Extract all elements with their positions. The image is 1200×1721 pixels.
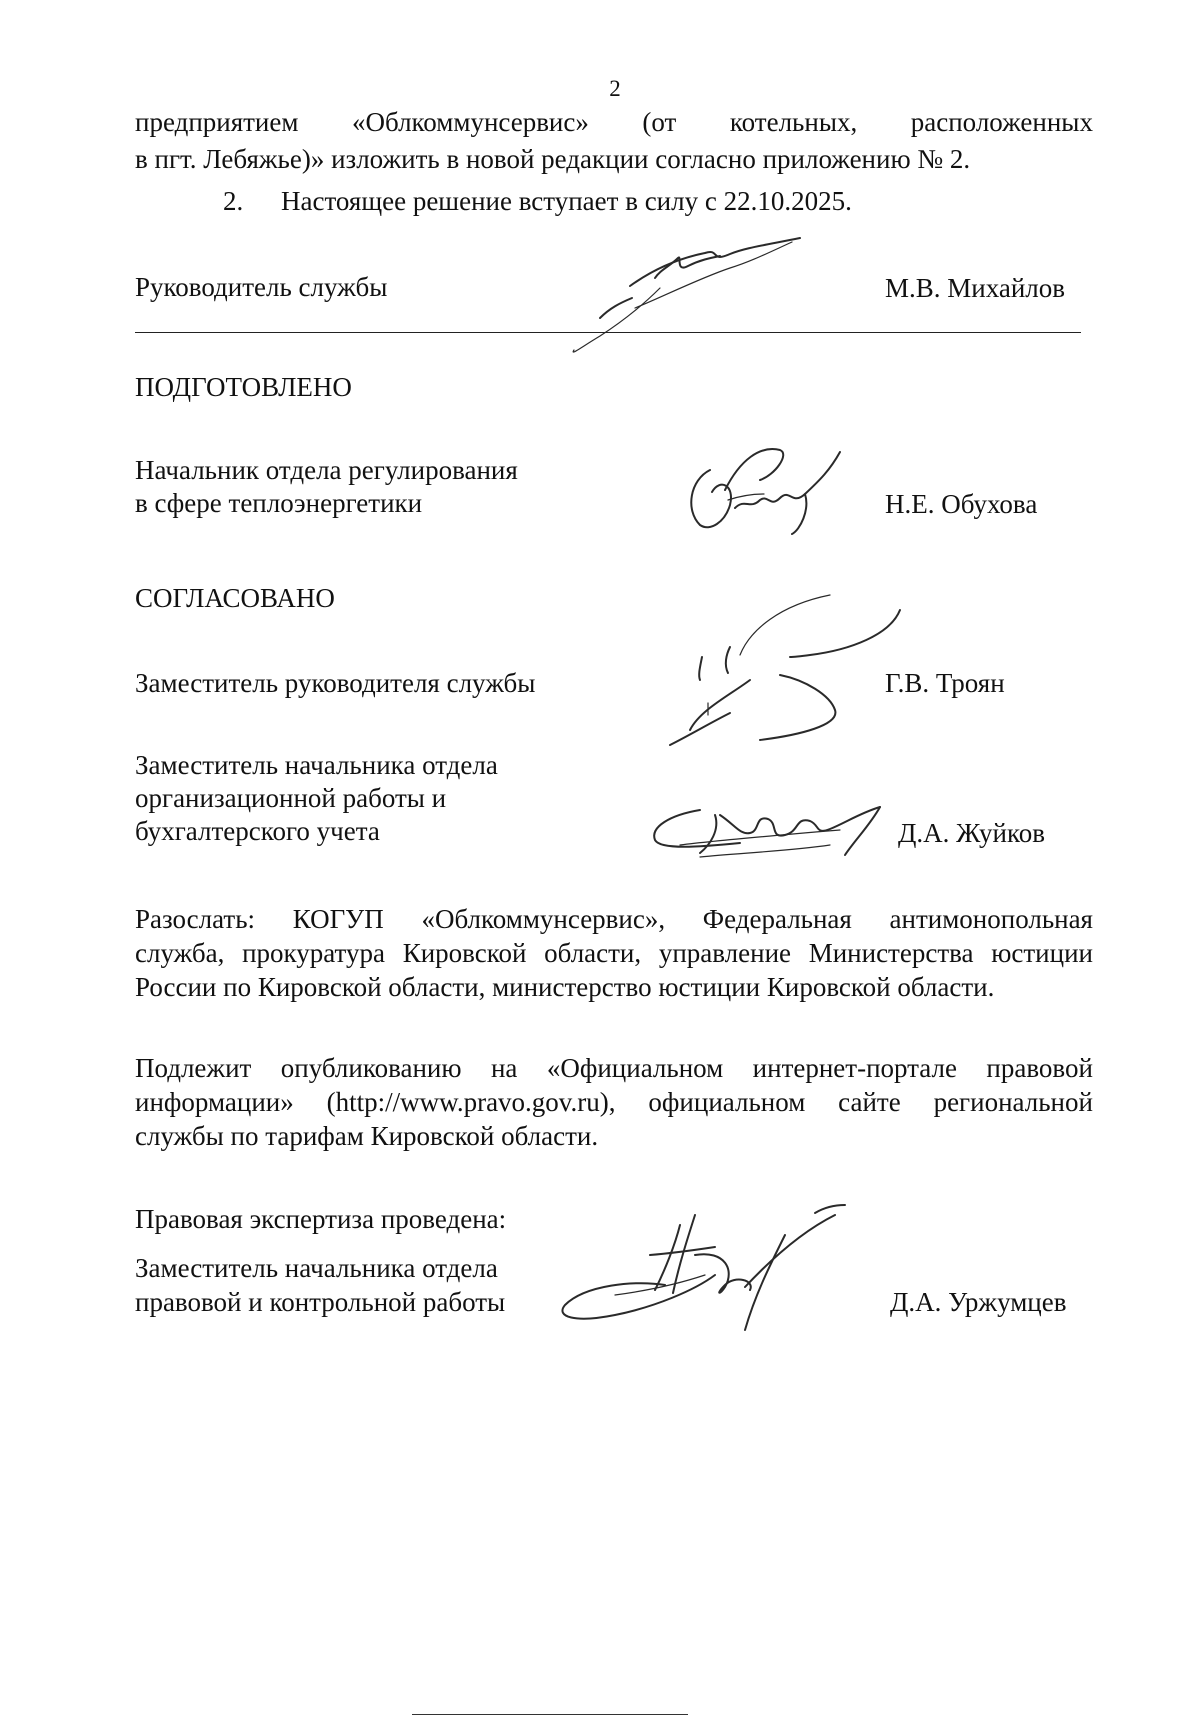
prepared-position-line-2: в сфере теплоэнергетики (135, 488, 423, 518)
deputy-head-name: Г.В. Троян (885, 668, 1005, 698)
word: Министерства (808, 938, 974, 968)
intro-line-2: в пгт. Лебяжье)» изложить в новой редакции согласно приложению № 2. (135, 144, 971, 174)
prepared-heading: ПОДГОТОВЛЕНО (135, 372, 352, 402)
word: (http://www.pravo.gov.ru), (326, 1087, 616, 1117)
intro-line-1 (135, 109, 1093, 136)
word: котельных, (729, 107, 858, 137)
signature-zhuikov (640, 795, 890, 865)
word: области, (544, 938, 642, 968)
word: «Официальном (546, 1053, 724, 1083)
word: информации» (135, 1087, 294, 1117)
deputy-chief-name: Д.А. Жуйков (898, 818, 1045, 848)
signature-obukhova (680, 430, 880, 540)
legal-review-heading: Правовая экспертиза проведена: (135, 1204, 507, 1234)
word: КОГУП (292, 904, 384, 934)
publication-line-1 (135, 1055, 1093, 1082)
distribution-line-2 (135, 940, 1093, 967)
word: Кировской (402, 938, 527, 968)
prepared-name: Н.Е. Обухова (885, 489, 1038, 519)
legal-review-position-line-2: правовой и контрольной работы (135, 1287, 506, 1317)
word: региональной (933, 1087, 1093, 1117)
distribution-line-3: России по Кировской области, министерство юстиции Кировской области. (135, 972, 995, 1002)
word: предприятием (135, 107, 299, 137)
agreed-heading: СОГЛАСОВАНО (135, 583, 335, 613)
item-text: Настоящее решение вступает в силу с 22.10.2025. (281, 186, 852, 216)
legal-review-position-line-1: Заместитель начальника отдела (135, 1253, 498, 1283)
publication-line-3: службы по тарифам Кировской области. (135, 1121, 599, 1151)
signature-troyan (630, 585, 900, 765)
word: Федеральная (702, 904, 852, 934)
word: юстиции (991, 938, 1093, 968)
word: (от (642, 107, 677, 137)
item-number: 2. (223, 186, 244, 216)
deputy-head-position: Заместитель руководителя службы (135, 668, 536, 698)
signature-rule (135, 332, 1081, 333)
word: прокуратура (242, 938, 385, 968)
word: официальном (648, 1087, 806, 1117)
word: Разослать: (135, 904, 256, 934)
word: «Облкоммунсервис» (352, 107, 589, 137)
word: служба, (135, 938, 225, 968)
prepared-position-line-1: Начальник отдела регулирования (135, 455, 518, 485)
distribution-line-1 (135, 906, 1093, 933)
deputy-chief-position-line-2: организационной работы и (135, 783, 447, 813)
word: антимонопольная (889, 904, 1093, 934)
legal-review-name: Д.А. Уржумцев (890, 1287, 1067, 1317)
head-name: М.В. Михайлов (885, 273, 1066, 303)
word: опубликованию (280, 1053, 462, 1083)
deputy-chief-position-line-1: Заместитель начальника отдела (135, 750, 498, 780)
word: правовой (986, 1053, 1093, 1083)
publication-line-2 (135, 1089, 1093, 1116)
deputy-chief-position-line-3: бухгалтерского учета (135, 816, 380, 846)
head-position: Руководитель службы (135, 272, 388, 302)
word: «Облкоммунсервис», (421, 904, 666, 934)
word: интернет-портале (752, 1053, 957, 1083)
signature-mikhailov (560, 228, 820, 368)
word: Подлежит (135, 1053, 252, 1083)
word: расположенных (910, 107, 1093, 137)
word: на (490, 1053, 518, 1083)
word: сайте (838, 1087, 901, 1117)
word: управление (658, 938, 792, 968)
signature-urzhumtsev (555, 1195, 875, 1345)
bottom-divider (412, 1714, 688, 1715)
page-number: 2 (609, 76, 621, 101)
